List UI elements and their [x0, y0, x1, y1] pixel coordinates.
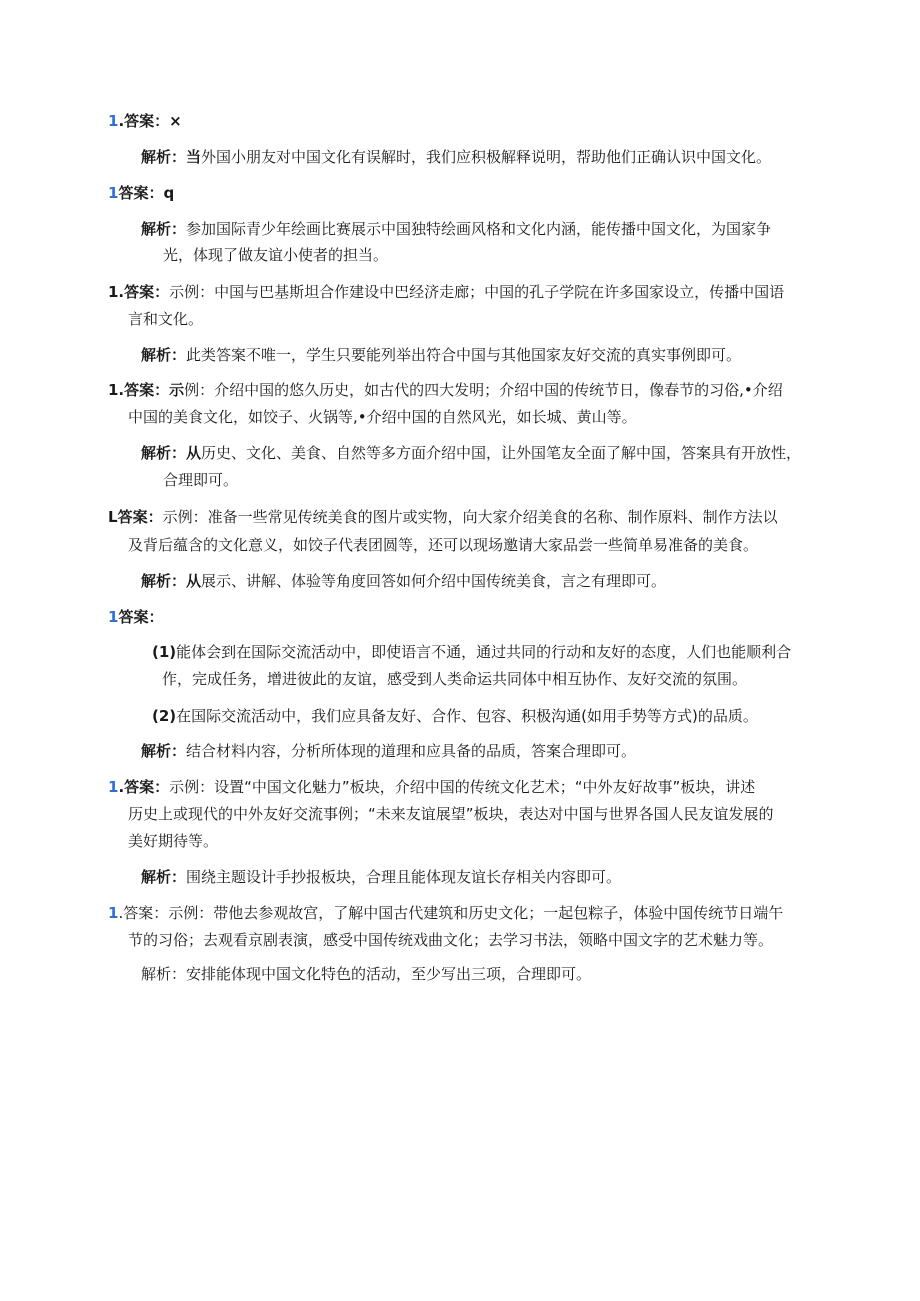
analysis-label: 解析：从: [141, 572, 202, 590]
analysis-line: [141, 570, 666, 592]
analysis-text: 合理即可。: [163, 471, 239, 489]
analysis-line: [141, 740, 636, 762]
answer-line: [108, 776, 755, 798]
answer-line: [108, 606, 163, 628]
answer-text: 中国的美食文化，如饺子、火锅等,•介绍中国的自然风光，如长城、黄山等。: [128, 408, 637, 426]
answer-text: 示例：准备一些常见传统美食的图片或实物，向大家介绍美食的名称、制作原料、制作方法以: [162, 508, 778, 526]
analysis-label: 解析：从: [141, 444, 202, 462]
sub-answer-text: 作，完成任务，增进彼此的友谊，感受到人类命运共同体中相互协作、友好交流的氛围。: [162, 670, 748, 688]
analysis-text: 结合材料内容，分析所体现的道理和应具备的品质，答案合理即可。: [186, 742, 637, 760]
answer-text: 示例：设置“中国文化魅力”板块，介绍中国的传统文化艺术；“中外友好故事”板块，讲述: [169, 778, 756, 796]
analysis-line-cont: [163, 244, 388, 266]
answer-line: [108, 182, 174, 204]
analysis-text: 历史、文化、美食、自然等多方面介绍中国，让外国笔友全面了解中国，答案具有开放性，: [201, 444, 802, 462]
answer-line: [108, 902, 783, 924]
sub-answer-line: [152, 641, 791, 663]
answer-text: ×: [169, 112, 182, 130]
sub-answer-text: 在国际交流活动中，我们应具备友好、合作、包容、积极沟通(如用手势等方式)的品质。: [176, 707, 758, 725]
analysis-label: 解析：: [141, 965, 187, 983]
item-number-dot: .: [118, 778, 125, 796]
item-number: 1.: [108, 283, 125, 301]
answer-line: [108, 506, 778, 528]
answer-text: 言和文化。: [128, 310, 204, 328]
sub-answer-text: 能体会到在国际交流活动中，即使语言不通，通过共同的行动和友好的态度，人们也能顺利合: [176, 643, 792, 661]
answer-line: [108, 281, 784, 303]
answer-label: 答案：: [118, 184, 164, 202]
analysis-label: 解析：: [141, 148, 187, 166]
analysis-label: 解析：: [141, 220, 187, 238]
analysis-line: [141, 963, 591, 985]
answer-label: 答案：: [118, 608, 164, 626]
item-number-dot: .: [118, 904, 124, 922]
answer-text: 美好期待等。: [128, 832, 219, 850]
answer-text: 历史上或现代的中外友好交流事例；“未来友谊展望”板块，表达对中国与世界各国人民友谊发展的: [128, 805, 774, 823]
answer-line-cont: [128, 830, 218, 852]
answer-line-cont: [128, 929, 773, 951]
sub-answer-line: [152, 705, 758, 727]
analysis-text: 参加国际青少年绘画比赛展示中国独特绘画风格和文化内涵，能传播中国文化，为国家争: [186, 220, 772, 238]
answer-label: 答案：: [123, 904, 169, 922]
sub-answer-line-cont: [162, 668, 747, 690]
analysis-text: 光，体现了做友谊小使者的担当。: [163, 246, 389, 264]
item-number: 1: [108, 112, 119, 130]
item-number: L: [108, 508, 118, 526]
analysis-text: 此类答案不唯一，学生只要能列举出符合中国与其他国家友好交流的真实事例即可。: [186, 346, 742, 364]
item-number-dot: .: [118, 112, 125, 130]
analysis-line: [141, 344, 741, 366]
sub-answer-label: (2): [152, 707, 177, 725]
item-number: 1: [108, 778, 119, 796]
analysis-label: 解析：: [141, 742, 187, 760]
answer-text: 例：介绍中国的悠久历史，如古代的四大发明；介绍中国的传统节日，像春节的习俗,•介绍: [184, 381, 783, 399]
item-number: 1: [108, 608, 119, 626]
answer-text: 示例：中国与巴基斯坦合作建设中巴经济走廊；中国的孔子学院在许多国家设立，传播中国语: [169, 283, 785, 301]
analysis-text: 展示、讲解、体验等角度回答如何介绍中国传统美食，言之有理即可。: [201, 572, 667, 590]
answer-label: 答案：: [124, 112, 170, 130]
analysis-line: [141, 146, 771, 168]
analysis-label: 解析：: [141, 346, 187, 364]
analysis-text: 外国小朋友对中国文化有误解时，我们应积极解释说明，帮助他们正确认识中国文化。: [201, 148, 772, 166]
analysis-line: [141, 218, 771, 240]
answer-text: 节的习俗；去观看京剧表演，感受中国传统戏曲文化；去学习书法，领略中国文字的艺术魅力等。: [128, 931, 774, 949]
analysis-line-cont: [163, 469, 238, 491]
answer-label: 答案：: [124, 778, 170, 796]
answer-label: 答案：: [117, 508, 163, 526]
item-number: 1: [108, 184, 119, 202]
sub-answer-label: (1): [152, 643, 177, 661]
answer-text: q: [163, 184, 175, 202]
answer-label: 答案：: [124, 283, 170, 301]
answer-line: [108, 110, 182, 132]
item-number: 1.: [108, 381, 125, 399]
answer-line-cont: [128, 803, 774, 825]
answer-label: 答案：示: [124, 381, 185, 399]
answer-line-cont: [128, 406, 637, 428]
analysis-line: [141, 442, 801, 464]
analysis-line: [141, 866, 621, 888]
analysis-text: 围绕主题设计手抄报板块，合理且能体现友谊长存相关内容即可。: [186, 868, 622, 886]
answer-text: 及背后蕴含的文化意义，如饺子代表团圆等，还可以现场邀请大家品尝一些简单易准备的美食。: [128, 536, 759, 554]
answer-line-cont: [128, 534, 758, 556]
analysis-lead: 当: [186, 148, 202, 166]
analysis-text: 安排能体现中国文化特色的活动，至少写出三项，合理即可。: [186, 965, 592, 983]
analysis-label: 解析：: [141, 868, 187, 886]
answer-line-cont: [128, 308, 203, 330]
answer-line: [108, 379, 783, 401]
item-number: 1: [108, 904, 119, 922]
answer-text: 示例：带他去参观故宫，了解中国古代建筑和历史文化；一起包粽子，体验中国传统节日端午: [168, 904, 784, 922]
